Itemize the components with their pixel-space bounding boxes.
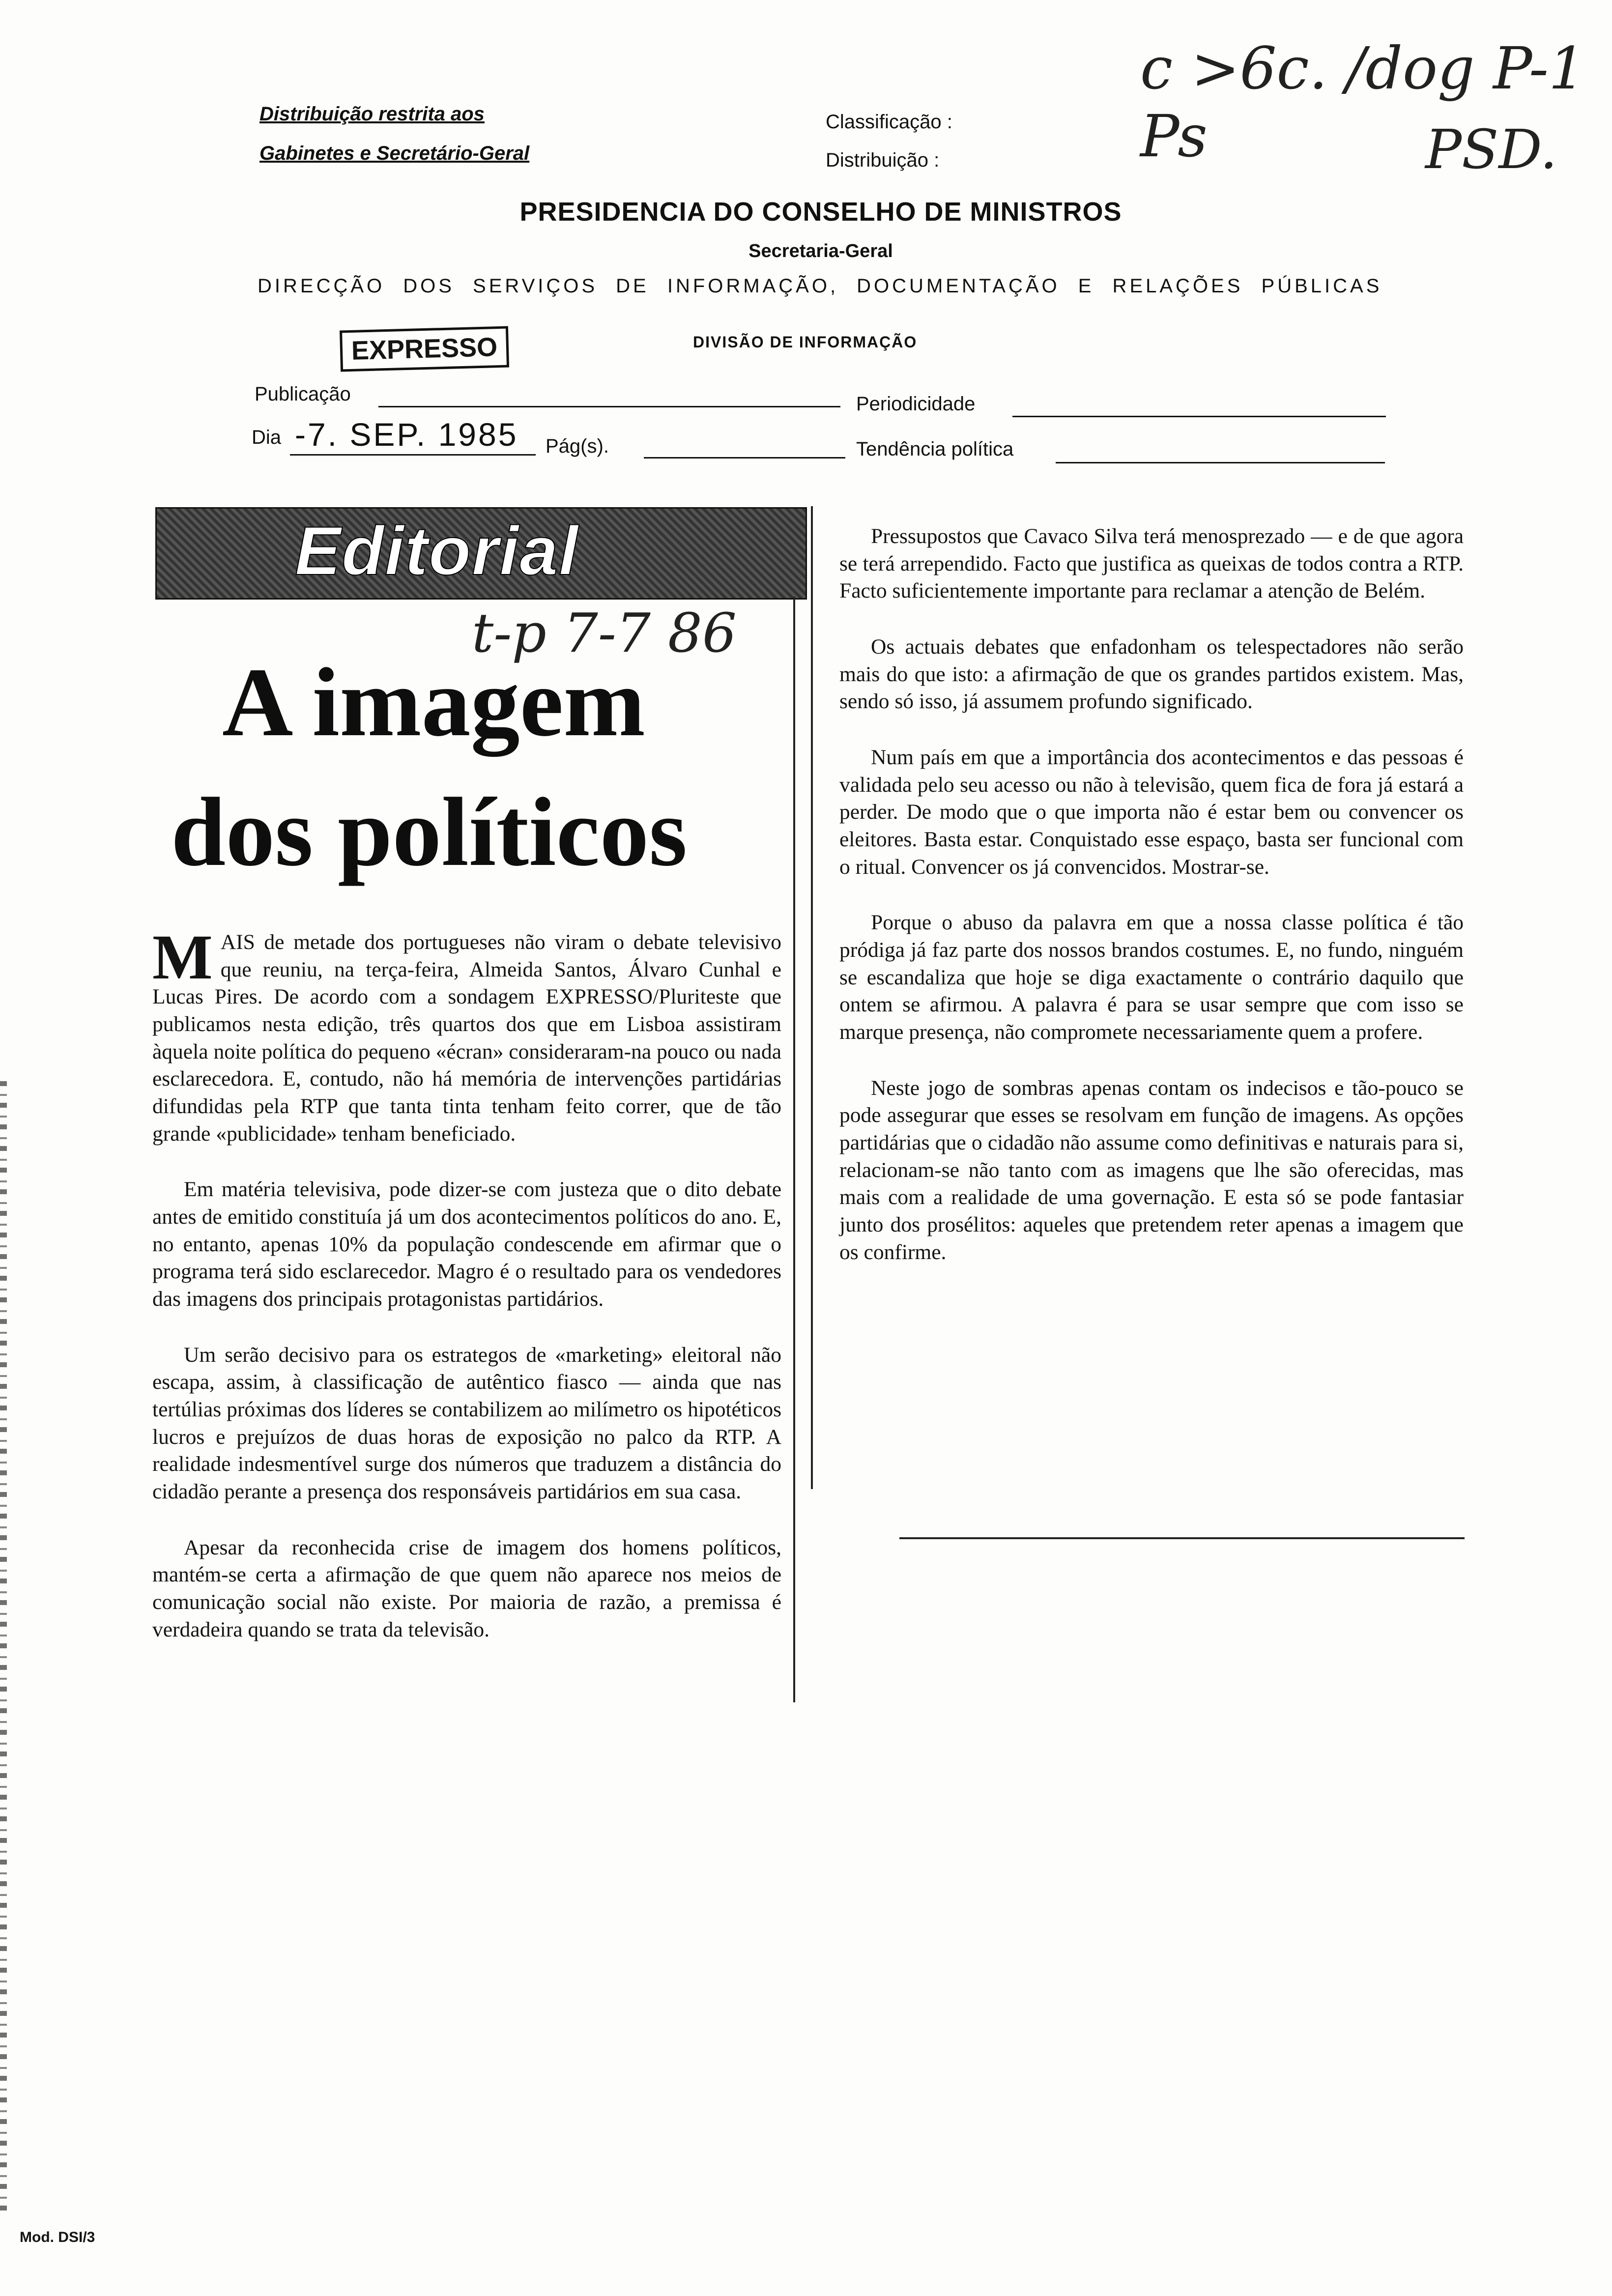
- dia-field-line: [290, 454, 536, 456]
- publication-stamp: EXPRESSO: [340, 326, 509, 372]
- publicacao-label: Publicação: [255, 383, 351, 405]
- distribution-line-2: Gabinetes e Secretário-Geral: [259, 143, 530, 164]
- paragraph-4: Apesar da reconhecida crise de imagem dos homens políticos, mantém-se certa a afirmação de que quem não aparece nos meios de comunicação social não existe. Por maioria de razão, a premissa é verdadeira quando se trata da televisão.: [152, 1535, 781, 1641]
- paragraph-1-text: AIS de metade dos portugueses não viram o debate televisivo que reuniu, na terça-feira, Almeida Santos, Álvaro Cunhal e Lucas Pires. De acordo com a sondagem EXPRESSO/Pluriteste que publicamos nesta edição, três quartos dos que em Lisboa assistiram àquela noite política do pequeno «écran» consideraram-na pouco ou nada esclarecedora. E, contudo, não há memória de intervenções partidárias difundidas pela RTP que tanta tinta tenham feito correr, que de tão grande «publicidade» tenham beneficiado.: [152, 930, 781, 1146]
- headline-line-2: dos políticos: [171, 778, 688, 887]
- classificacao-label: Classificação :: [826, 111, 952, 133]
- paragraph-5: Pressupostos que Cavaco Silva terá menosprezado — e de que agora se terá arrependido. Facto que justifica as queixas de todos contra a RTP. Facto suficientemente importante para reclamar a atenção de Belém.: [839, 524, 1464, 603]
- paragraph-3: Um serão decisivo para os estrategos de «marketing» eleitoral não escapa, assim, à classificação de autêntico fiasco — ainda que nas tertúlias próximas dos líderes se contabilizem ao milímetro os hipotéticos lucros e prejuízos de duas horas de exposição no palco da RTP. A realidade indesmentível surge dos números que traduzem a distância do cidadão perante a presença dos responsáveis partidários em sua casa.: [152, 1343, 781, 1504]
- direccao-label: DIRECÇÃO DOS SERVIÇOS DE INFORMAÇÃO, DOCUMENTAÇÃO E RELAÇÕES PÚBLICAS: [258, 275, 1382, 297]
- distribuicao-label: Distribuição :: [826, 149, 940, 171]
- paragraph-8: Porque o abuso da palavra em que a nossa classe política é tão pródiga já faz parte dos nossos brandos costumes. E, no fundo, ninguém se escandaliza que hoje se diga exactamente o contrário daquilo que ontem se afirmou. A palavra é para se usar sempre que com isso se marque presença, não compromete necessariamente quem a profere.: [839, 911, 1464, 1044]
- section-title: Editorial: [295, 512, 579, 589]
- right-column: [839, 523, 1464, 1294]
- tendencia-label: Tendência política: [856, 438, 1014, 460]
- left-column: [152, 922, 781, 1672]
- dia-value: -7. SEP. 1985: [295, 416, 518, 453]
- pag-label: Pág(s).: [546, 435, 609, 457]
- headline-line-1: A imagem: [222, 648, 645, 757]
- pag-field-line: [644, 457, 845, 459]
- org-title: PRESIDENCIA DO CONSELHO DE MINISTROS: [519, 197, 1122, 227]
- column-rule-center: [811, 506, 813, 1489]
- paragraph-2: Em matéria televisiva, pode dizer-se com justeza que o dito debate antes de emitido constituía já um dos acontecimentos políticos do ano. E, no entanto, apenas 10% da população condescende em afirmar que o programa terá sido esclarecedor. Magro é o resultado para os vendedores das imagens dos principais protagonistas partidários.: [152, 1177, 781, 1311]
- secretaria-label: Secretaria-Geral: [748, 241, 893, 261]
- paragraph-7: Num país em que a importância dos acontecimentos e das pessoas é validada pelo seu acesso ou não à televisão, quem fica de fora já estará a perder. De modo que o que importa não é estar bem ou convencer os eleitores. Basta estar. Conquistado esse espaço, basta ser funcional com o ritual. Convencer os já convencidos. Mostrar-se.: [839, 746, 1464, 879]
- publicacao-field-line: [378, 406, 840, 407]
- handwritten-reference: c >6c. /dog P-1 Ps: [1140, 34, 1585, 170]
- periodicidade-field-line: [1012, 416, 1386, 417]
- paragraph-1: [152, 922, 781, 1148]
- dropcap: M: [152, 922, 213, 993]
- handwritten-article-ref: t-p 7-7 86: [472, 602, 737, 664]
- distribution-line-1: Distribuição restrita aos: [259, 103, 485, 125]
- handwritten-party: PSD.: [1425, 118, 1557, 181]
- paragraph-9: Neste jogo de sombras apenas contam os indecisos e tão-pouco se pode assegurar que esses se resolvam em função de imagens. As opções partidárias que o cidadão não assume como definitivas e naturais para si, relacionam-se não tanto com as imagens que lhe são oferecidas, mas mais com a realidade de uma governação. E esta só se pode fantasiar junto dos prosélitos: aqueles que pretendem reter apenas a imagem que os confirme.: [839, 1076, 1464, 1264]
- article-end-rule: [899, 1537, 1465, 1539]
- periodicidade-label: Periodicidade: [856, 393, 976, 415]
- dia-label: Dia: [252, 427, 282, 448]
- column-rule-left: [793, 597, 795, 1702]
- form-code: Mod. DSI/3: [20, 2229, 95, 2245]
- tendencia-field-line: [1056, 462, 1385, 463]
- scan-edge-noise: [0, 1081, 7, 2211]
- divisao-label: DIVISÃO DE INFORMAÇÃO: [693, 333, 918, 351]
- paragraph-6: Os actuais debates que enfadonham os telespectadores não serão mais do que isto: a afirmação de que os grandes partidos existem. Mas, sendo só isso, já assumem profundo significado.: [839, 635, 1464, 714]
